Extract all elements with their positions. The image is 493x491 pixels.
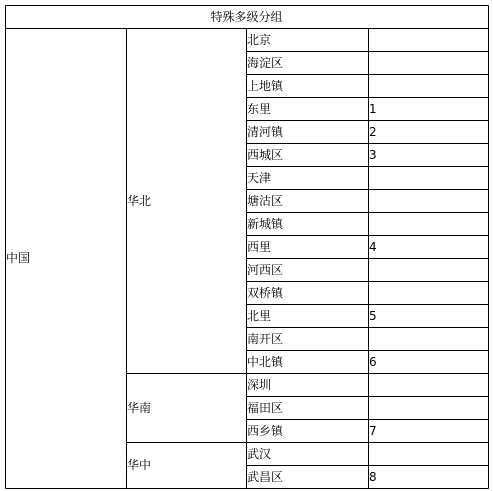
- value-cell: 4: [369, 239, 377, 254]
- district-cell: 南开区: [247, 331, 284, 346]
- value-cell: 7: [369, 423, 377, 438]
- table-title: 特殊多级分组: [210, 9, 283, 24]
- value-cell: 3: [369, 147, 377, 162]
- value-cell: [368, 396, 488, 419]
- region-cell: 华中: [127, 458, 152, 472]
- district-cell: 西城区: [247, 147, 284, 162]
- value-cell: [368, 28, 488, 51]
- district-cell: 北里: [247, 308, 272, 323]
- value-cell: [368, 327, 488, 350]
- value-cell: [368, 212, 488, 235]
- value-cell: [368, 189, 488, 212]
- district-cell: 清河镇: [247, 124, 284, 139]
- country-cell: 中国: [6, 251, 31, 265]
- district-cell: 武汉: [247, 446, 272, 461]
- district-cell: 海淀区: [247, 55, 284, 70]
- district-cell: 西乡镇: [247, 423, 284, 438]
- value-cell: [368, 166, 488, 189]
- district-cell: 深圳: [247, 377, 272, 392]
- value-cell: 8: [369, 469, 377, 484]
- district-cell: 双桥镇: [247, 285, 284, 300]
- region-cell: 华南: [127, 400, 152, 415]
- value-cell: 6: [369, 354, 377, 369]
- value-cell: 2: [369, 124, 377, 139]
- district-cell: 新城镇: [247, 216, 284, 231]
- district-cell: 北京: [247, 32, 272, 47]
- value-cell: [368, 51, 488, 74]
- district-cell: 西里: [247, 239, 272, 254]
- value-cell: [368, 281, 488, 304]
- value-cell: [368, 373, 488, 396]
- district-cell: 中北镇: [247, 354, 284, 369]
- value-cell: [368, 74, 488, 97]
- district-cell: 河西区: [247, 262, 284, 277]
- district-cell: 塘沽区: [247, 193, 284, 208]
- district-cell: 福田区: [247, 400, 284, 415]
- district-cell: 上地镇: [247, 78, 284, 93]
- region-cell: 华北: [127, 193, 152, 208]
- value-cell: 5: [369, 308, 377, 323]
- district-cell: 东里: [247, 101, 272, 116]
- district-cell: 武昌区: [247, 469, 284, 484]
- value-cell: [368, 258, 488, 281]
- value-cell: 1: [369, 101, 377, 116]
- district-cell: 天津: [247, 170, 272, 185]
- value-cell: [368, 442, 488, 465]
